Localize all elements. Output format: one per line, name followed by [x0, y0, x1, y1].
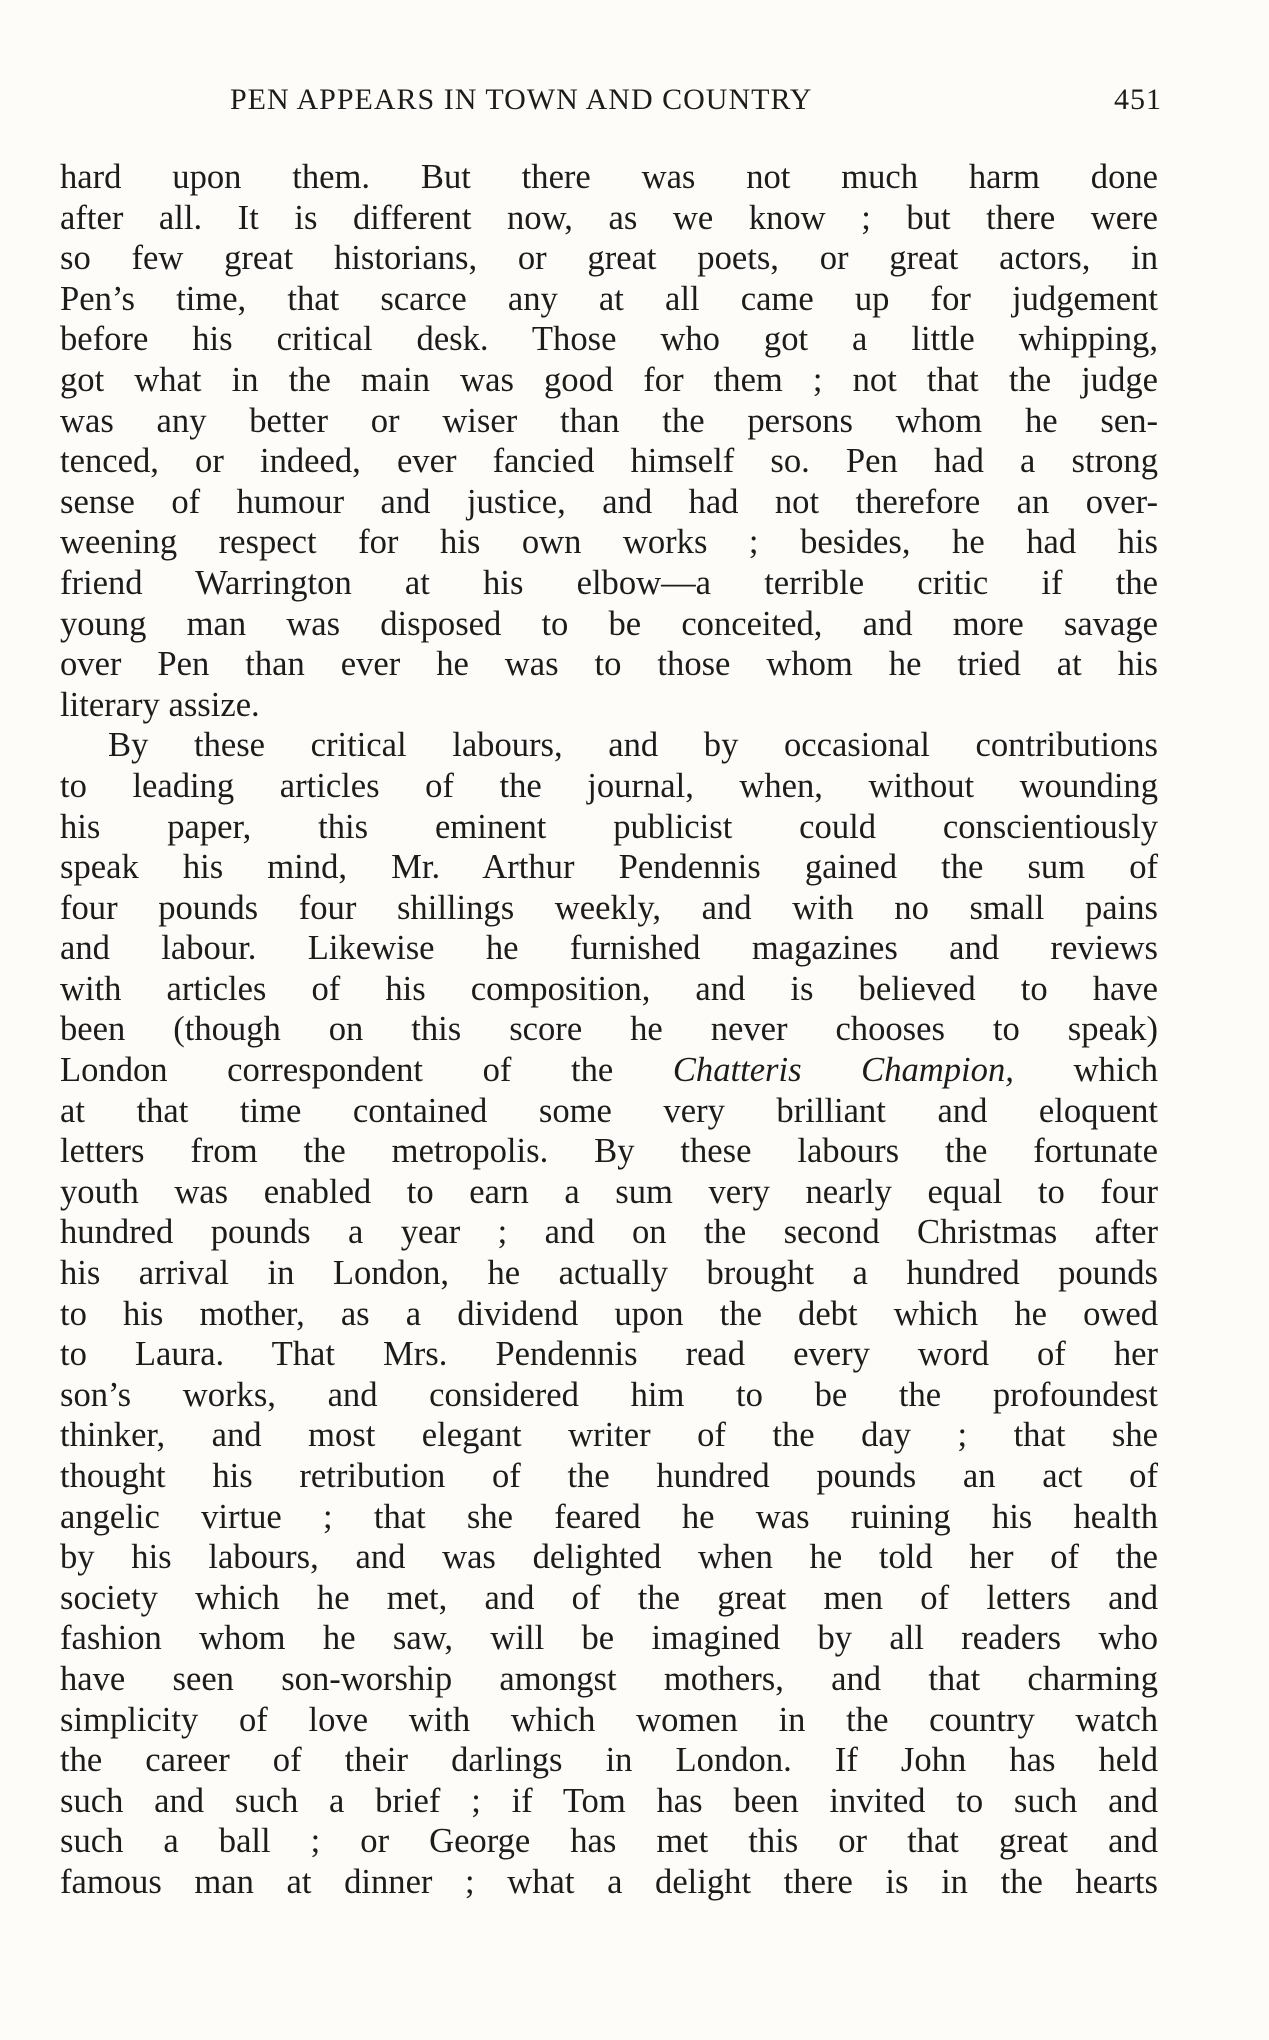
text-line: simplicity of love with which women in the country watch: [60, 1700, 1158, 1739]
text-line: famous man at dinner ; what a delight there is in the hearts: [60, 1862, 1158, 1901]
text-line: angelic virtue ; that she feared he was ruining his health: [60, 1497, 1158, 1536]
page-number: 451: [1114, 83, 1162, 116]
text-line: hundred pounds a year ; and on the second Christmas after: [60, 1213, 1158, 1252]
text-line: fashion whom he saw, will be imagined by all readers who: [60, 1619, 1158, 1658]
italic-title: Chatteris Champion,: [672, 1051, 1014, 1090]
text-line: with articles of his composition, and is believed to have: [60, 969, 1158, 1008]
text-line: young man was disposed to be conceited, and more savage: [60, 604, 1158, 643]
text-line: speak his mind, Mr. Arthur Pendennis gained the sum of: [60, 848, 1158, 887]
text-line: thought his retribution of the hundred pounds an act of: [60, 1457, 1158, 1495]
text-line: to leading articles of the journal, when, without wounding: [60, 766, 1158, 805]
text-line: to Laura. That Mrs. Pendennis read every word of her: [60, 1335, 1158, 1374]
text-line: Pen’s time, that scarce any at all came up for judgement: [60, 279, 1158, 318]
text-line-with-title: [60, 1050, 1158, 1091]
text-line: four pounds four shillings weekly, and with no small pains: [60, 888, 1158, 927]
text-line: hard upon them. But there was not much harm done: [60, 158, 1158, 196]
text-line: got what in the main was good for them ; not that the judge: [60, 360, 1158, 399]
text-line: tenced, or indeed, ever fancied himself so. Pen had a strong: [60, 442, 1158, 481]
text-line: sense of humour and justice, and had not therefore an over-: [60, 482, 1158, 521]
body-text: [60, 157, 1158, 1903]
running-head: [230, 78, 1162, 122]
text-line: youth was enabled to earn a sum very nearly equal to four: [60, 1172, 1158, 1211]
text-line: been (though on this score he never chooses to speak): [60, 1010, 1158, 1049]
text-line: By these critical labours, and by occasional contributions: [108, 726, 1158, 765]
text-line: literary assize.: [60, 685, 260, 724]
text-line: son’s works, and considered him to be the profoundest: [60, 1375, 1158, 1414]
text-line: by his labours, and was delighted when he told her of the: [60, 1538, 1158, 1577]
text-line: his paper, this eminent publicist could conscientiously: [60, 807, 1158, 846]
text-line: weening respect for his own works ; besides, he had his: [60, 523, 1158, 562]
text-line: such and such a brief ; if Tom has been invited to such and: [60, 1781, 1158, 1820]
text-line: society which he met, and of the great men of letters and: [60, 1578, 1158, 1617]
text-line: was any better or wiser than the persons whom he sen-: [60, 401, 1158, 440]
text-line: over Pen than ever he was to those whom he tried at his: [60, 645, 1158, 684]
text-run: London correspondent of the: [60, 1051, 673, 1090]
text-line: to his mother, as a dividend upon the debt which he owed: [60, 1294, 1158, 1333]
text-line: letters from the metropolis. By these labours the fortunate: [60, 1132, 1158, 1171]
text-line: and labour. Likewise he furnished magazines and reviews: [60, 929, 1158, 968]
text-line: friend Warrington at his elbow—a terrible critic if the: [60, 563, 1158, 602]
text-line: after all. It is different now, as we know ; but there were: [60, 198, 1158, 237]
text-line: his arrival in London, he actually brought a hundred pounds: [60, 1254, 1158, 1293]
text-line: so few great historians, or great poets, or great actors, in: [60, 239, 1158, 278]
text-line: before his critical desk. Those who got a little whipping,: [60, 320, 1158, 359]
text-line: thinker, and most elegant writer of the day ; that she: [60, 1416, 1158, 1455]
text-line: have seen son-worship amongst mothers, and that charming: [60, 1659, 1158, 1698]
text-line: such a ball ; or George has met this or that great and: [60, 1822, 1158, 1861]
running-title: PEN APPEARS IN TOWN AND COUNTRY: [230, 83, 813, 116]
text-line: at that time contained some very brilliant and eloquent: [60, 1091, 1158, 1130]
text-line: the career of their darlings in London. If John has held: [60, 1741, 1158, 1780]
text-run: which: [1013, 1051, 1158, 1090]
